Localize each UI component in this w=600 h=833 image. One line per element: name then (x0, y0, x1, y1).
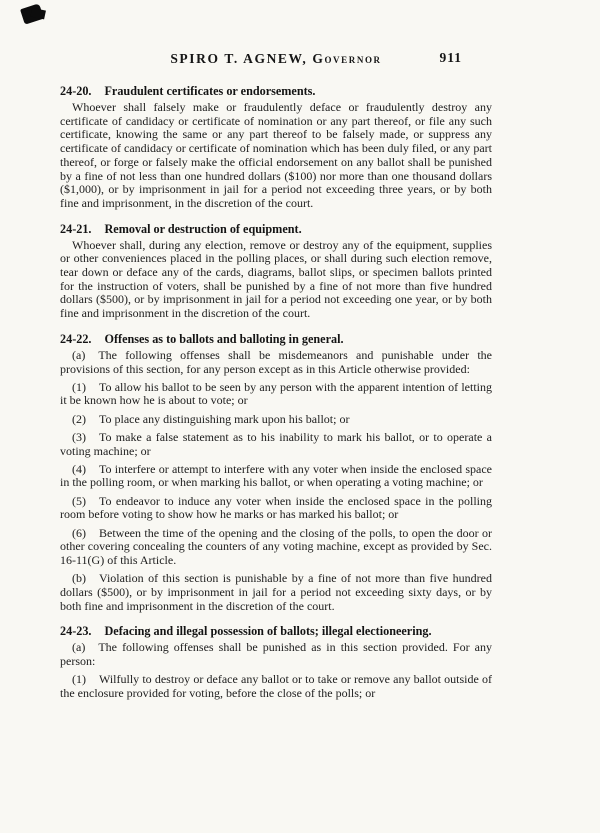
section-heading (60, 624, 492, 638)
section-title: Defacing and illegal possession of ballots; illegal electioneering. (104, 624, 432, 639)
section-number: 24-22. (60, 331, 92, 346)
law-section (60, 222, 492, 321)
section-heading (60, 84, 492, 98)
clause-label: (1) (72, 672, 86, 687)
paragraph: (1) To allow his ballot to be seen by any person with the apparent intention of letting it be known how he is about to vote; or (60, 379, 492, 408)
section-title: Fraudulent certificates or endorsements. (104, 84, 316, 98)
section-heading (60, 222, 492, 236)
section-title: Removal or destruction of equipment. (104, 221, 302, 236)
clause-label: (3) (72, 429, 86, 444)
running-head: SPIRO T. AGNEW, Governor (170, 51, 382, 66)
paragraph: (a) The following offenses shall be punished as in this section provided. For any person: (60, 640, 492, 668)
section-number: 24-20. (60, 84, 92, 98)
clause-label: (4) (72, 461, 86, 476)
paragraph: (6) Between the time of the opening and the closing of the polls, to open the door or other covering concealing the counters of any voting machine, except as provided by Sec. 16-11(G) of this Article. (60, 525, 492, 567)
section-number: 24-23. (60, 624, 92, 639)
law-section (60, 332, 492, 613)
paragraph: (a) The following offenses shall be misdemeanors and punishable under the provisions of this section, for any person except as in this Article otherwise provided: (60, 347, 492, 376)
clause-label: (2) (72, 411, 86, 426)
section-title: Offenses as to ballots and balloting in general. (104, 331, 344, 346)
clause-label: (a) (72, 347, 86, 362)
clause-label: (5) (72, 493, 86, 508)
clause-label: (6) (72, 525, 86, 540)
law-section (60, 84, 492, 211)
clause-label: (b) (72, 571, 86, 586)
clause-label: (1) (72, 379, 86, 394)
section-number: 24-21. (60, 221, 92, 236)
paragraph: Whoever shall, during any election, remove or destroy any of the equipment, supplies or other conveniences placed in the polling places, or shall during such election remove, tear down or deface any of the cards, diagrams, ballot slips, or specimen ballots printed for the instruction of voters, shall be punished by a fine of not more than five hundred dollars ($500), or by imprisonment in jail for a period not exceeding one year, or by both fine and imprisonment in the discretion of the court. (60, 237, 492, 321)
ink-blot-scan-artifact (20, 3, 44, 24)
paragraph: Whoever shall falsely make or fraudulently deface or fraudulently destroy any certificate of candidacy or certificate of nomination or any part thereof, or file any such certificate, knowing the same or any part thereof to be falsely made, or suppress any certificate of candidacy or certificate of nomination which has been duly filed, or any part thereof, or forge or falsely make the official endorsement on any ballot shall be punished by a fine of not less than one hundred dollars ($100) nor more than one thousand dollars ($1,000), or by imprisonment in jail for a period not exceeding three years, or by both fine and imprisonment, in the discretion of the court. (60, 100, 492, 210)
page-content (60, 50, 492, 712)
paragraph: (4) To interfere or attempt to interfere with any voter when inside the enclosed space in the polling room, or when marking his ballot, or when operating a voting machine; or (60, 461, 492, 490)
page-number: 911 (439, 50, 462, 65)
paragraph: (2) To place any distinguishing mark upon his ballot; or (72, 411, 350, 426)
clause-label: (a) (72, 640, 86, 655)
paragraph: (1) Wilfully to destroy or deface any ballot or to take or remove any ballot outside of the enclosure provided for voting, before the close of the polls; or (60, 672, 492, 700)
law-section (60, 624, 492, 700)
page-header (60, 50, 492, 68)
paragraph: (5) To endeavor to induce any voter when inside the enclosed space in the polling room before voting to show how he marks or has marked his ballot; or (60, 493, 492, 522)
section-heading (60, 332, 492, 346)
paragraph: (3) To make a false statement as to his inability to mark his ballot, or to operate a voting machine; or (60, 429, 492, 458)
paragraph: (b) Violation of this section is punishable by a fine of not more than five hundred dollars ($500), or by imprisonment in jail for a period not exceeding sixty days, or by both fine and imprisonment in the discretion of the court. (60, 571, 492, 613)
sections-container (60, 84, 492, 701)
